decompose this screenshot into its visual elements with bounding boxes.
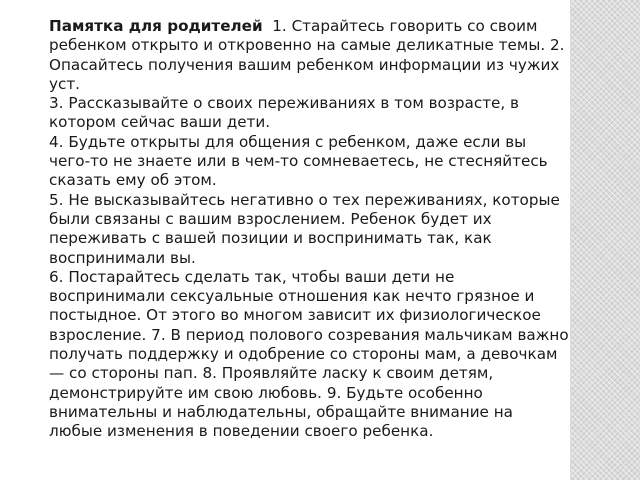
memo-text-box bbox=[49, 17, 570, 442]
memo-title: Памятка для родителей bbox=[49, 17, 263, 35]
memo-paragraph-2: 3. Рассказывайте о своих переживаниях в том возрасте, в котором сейчас ваши дети. bbox=[49, 94, 520, 132]
memo-paragraph-1 bbox=[49, 17, 570, 94]
decorative-side-band bbox=[570, 0, 640, 480]
memo-paragraph-1-text: 1. Старайтесь говорить со своим ребенком открыто и откровенно на самые деликатные темы. 2. Опасайтесь получения вашим ребенком информации из чужих уст. bbox=[49, 17, 565, 93]
memo-paragraph-3: 4. Будьте открыты для общения с ребенком, даже если вы чего-то не знаете или в чем-то сомневаетесь, не стесняйтесь сказать ему об этом. bbox=[49, 132, 548, 190]
memo-paragraph-4: 5. Не высказывайтесь негативно о тех переживаниях, которые были связаны с вашим взрослением. Ребенок будет их переживать с вашей позиции и воспринимать так, как воспринимали вы. bbox=[49, 190, 560, 267]
memo-paragraph-5: 6. Постарайтесь сделать так, чтобы ваши дети не воспринимали сексуальные отношения как нечто грязное и постыдное. От этого во многом зависит их физиологическое взросление. 7. В период полового созревания мальчикам важно получать поддержку и одобрение со стороны мам, а девочкам — со стороны пап. 8. Проявляйте ласку к своим детям, демонстрируйте им свою любовь. 9. Будьте особенно внимательны и наблюдательны, обращайте внимание на любые изменения в поведении своего ребенка. bbox=[49, 267, 569, 441]
